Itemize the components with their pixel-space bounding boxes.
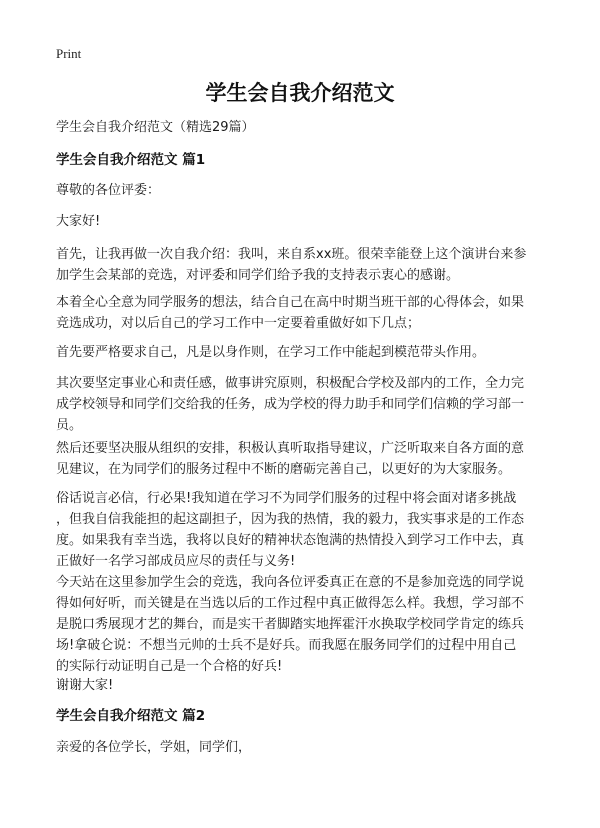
paragraph-line: 首先，让我再做一次自我介绍：我叫，来自系xx班。很荣幸能登上这个演讲台来参: [56, 247, 527, 262]
paragraph-line: 首先要严格要求自己，凡是以身作则，在学习工作中能起到模范带头作用。: [56, 345, 486, 360]
paragraph-intro: [56, 244, 556, 286]
paragraph-commitment: [56, 488, 556, 572]
paragraph-line: 员。: [56, 418, 83, 433]
paragraph-line: 成学校领导和同学们交给我的任务，成为学校的得力助手和同学们信赖的学习部一: [56, 397, 525, 412]
paragraph-line: 大家好!: [56, 214, 101, 229]
document-title: 学生会自我介绍范文: [205, 81, 395, 105]
section-heading-1: 学生会自我介绍范文 篇1: [56, 152, 206, 168]
paragraph-second-point: [56, 373, 556, 436]
paragraph-line: 加学生会某部的竞选，对评委和同学们给予我的支持表示衷心的感谢。: [56, 268, 460, 283]
paragraph-line: 其次要坚定事业心和责任感，做事讲究原则，积极配合学校及部内的工作，全力完: [56, 376, 525, 391]
paragraph-third-point: [56, 438, 556, 480]
paragraph-greeting: [56, 211, 556, 232]
paragraph-line: 然后还要坚决服从组织的安排，积极认真听取指导建议，广泛听取来自各方面的意: [56, 441, 525, 456]
paragraph-line: ，但我自信我能担的起这副担子，因为我的热情，我的毅力，我实事求是的工作态: [56, 512, 525, 527]
section-heading-2: 学生会自我介绍范文 篇2: [56, 708, 206, 724]
paragraph-salutation: [56, 180, 556, 201]
paragraph-line: 场!拿破仑说：不想当元帅的士兵不是好兵。而我愿在服务同学们的过程中用自己: [56, 638, 517, 653]
paragraph-line: 竞选成功，对以后自己的学习工作中一定要着重做好如下几点；: [56, 316, 421, 331]
paragraph-thanks: [56, 675, 556, 696]
paragraph-line: 本着全心全意为同学服务的想法，结合自己在高中时期当班干部的心得体会，如果: [56, 295, 525, 310]
paragraph-line: 正做好一名学习部成员应尽的责任与义务!: [56, 554, 296, 569]
paragraph-intent: [56, 292, 556, 334]
paragraph-line: 俗话说言必信，行必果!我知道在学习不为同学们服务的过程中将会面对诸多挑战: [56, 491, 517, 506]
paragraph-line: 见建议，在为同学们的服务过程中不断的磨砺完善自己，以更好的为大家服务。: [56, 462, 512, 477]
document-subtitle: 学生会自我介绍范文（精选29篇）: [56, 120, 255, 135]
paragraph-line: 亲爱的各位学长，学姐，同学们，: [56, 740, 252, 755]
paragraph-line: 的实际行动证明自己是一个合格的好兵!: [56, 659, 283, 674]
paragraph-line: 得如何好听，而关键是在当选以后的工作过程中真正做得怎么样。我想，学习部不: [56, 596, 525, 611]
paragraph-first-point: [56, 342, 556, 363]
paragraph-line: 谢谢大家!: [56, 678, 114, 693]
paragraph-salutation-2: [56, 737, 556, 758]
paragraph-closing-argument: [56, 572, 556, 677]
paragraph-line: 尊敬的各位评委：: [56, 183, 161, 198]
paragraph-line: 是脱口秀展现才艺的舞台，而是实干者脚踏实地挥霍汗水换取学校同学肯定的练兵: [56, 617, 525, 632]
paragraph-line: 度。如果我有幸当选，我将以良好的精神状态饱满的热情投入到学习工作中去，真: [56, 533, 525, 548]
print-label[interactable]: Print: [56, 46, 82, 61]
paragraph-line: 今天站在这里参加学生会的竞选，我向各位评委真正在意的不是参加竞选的同学说: [56, 575, 525, 590]
